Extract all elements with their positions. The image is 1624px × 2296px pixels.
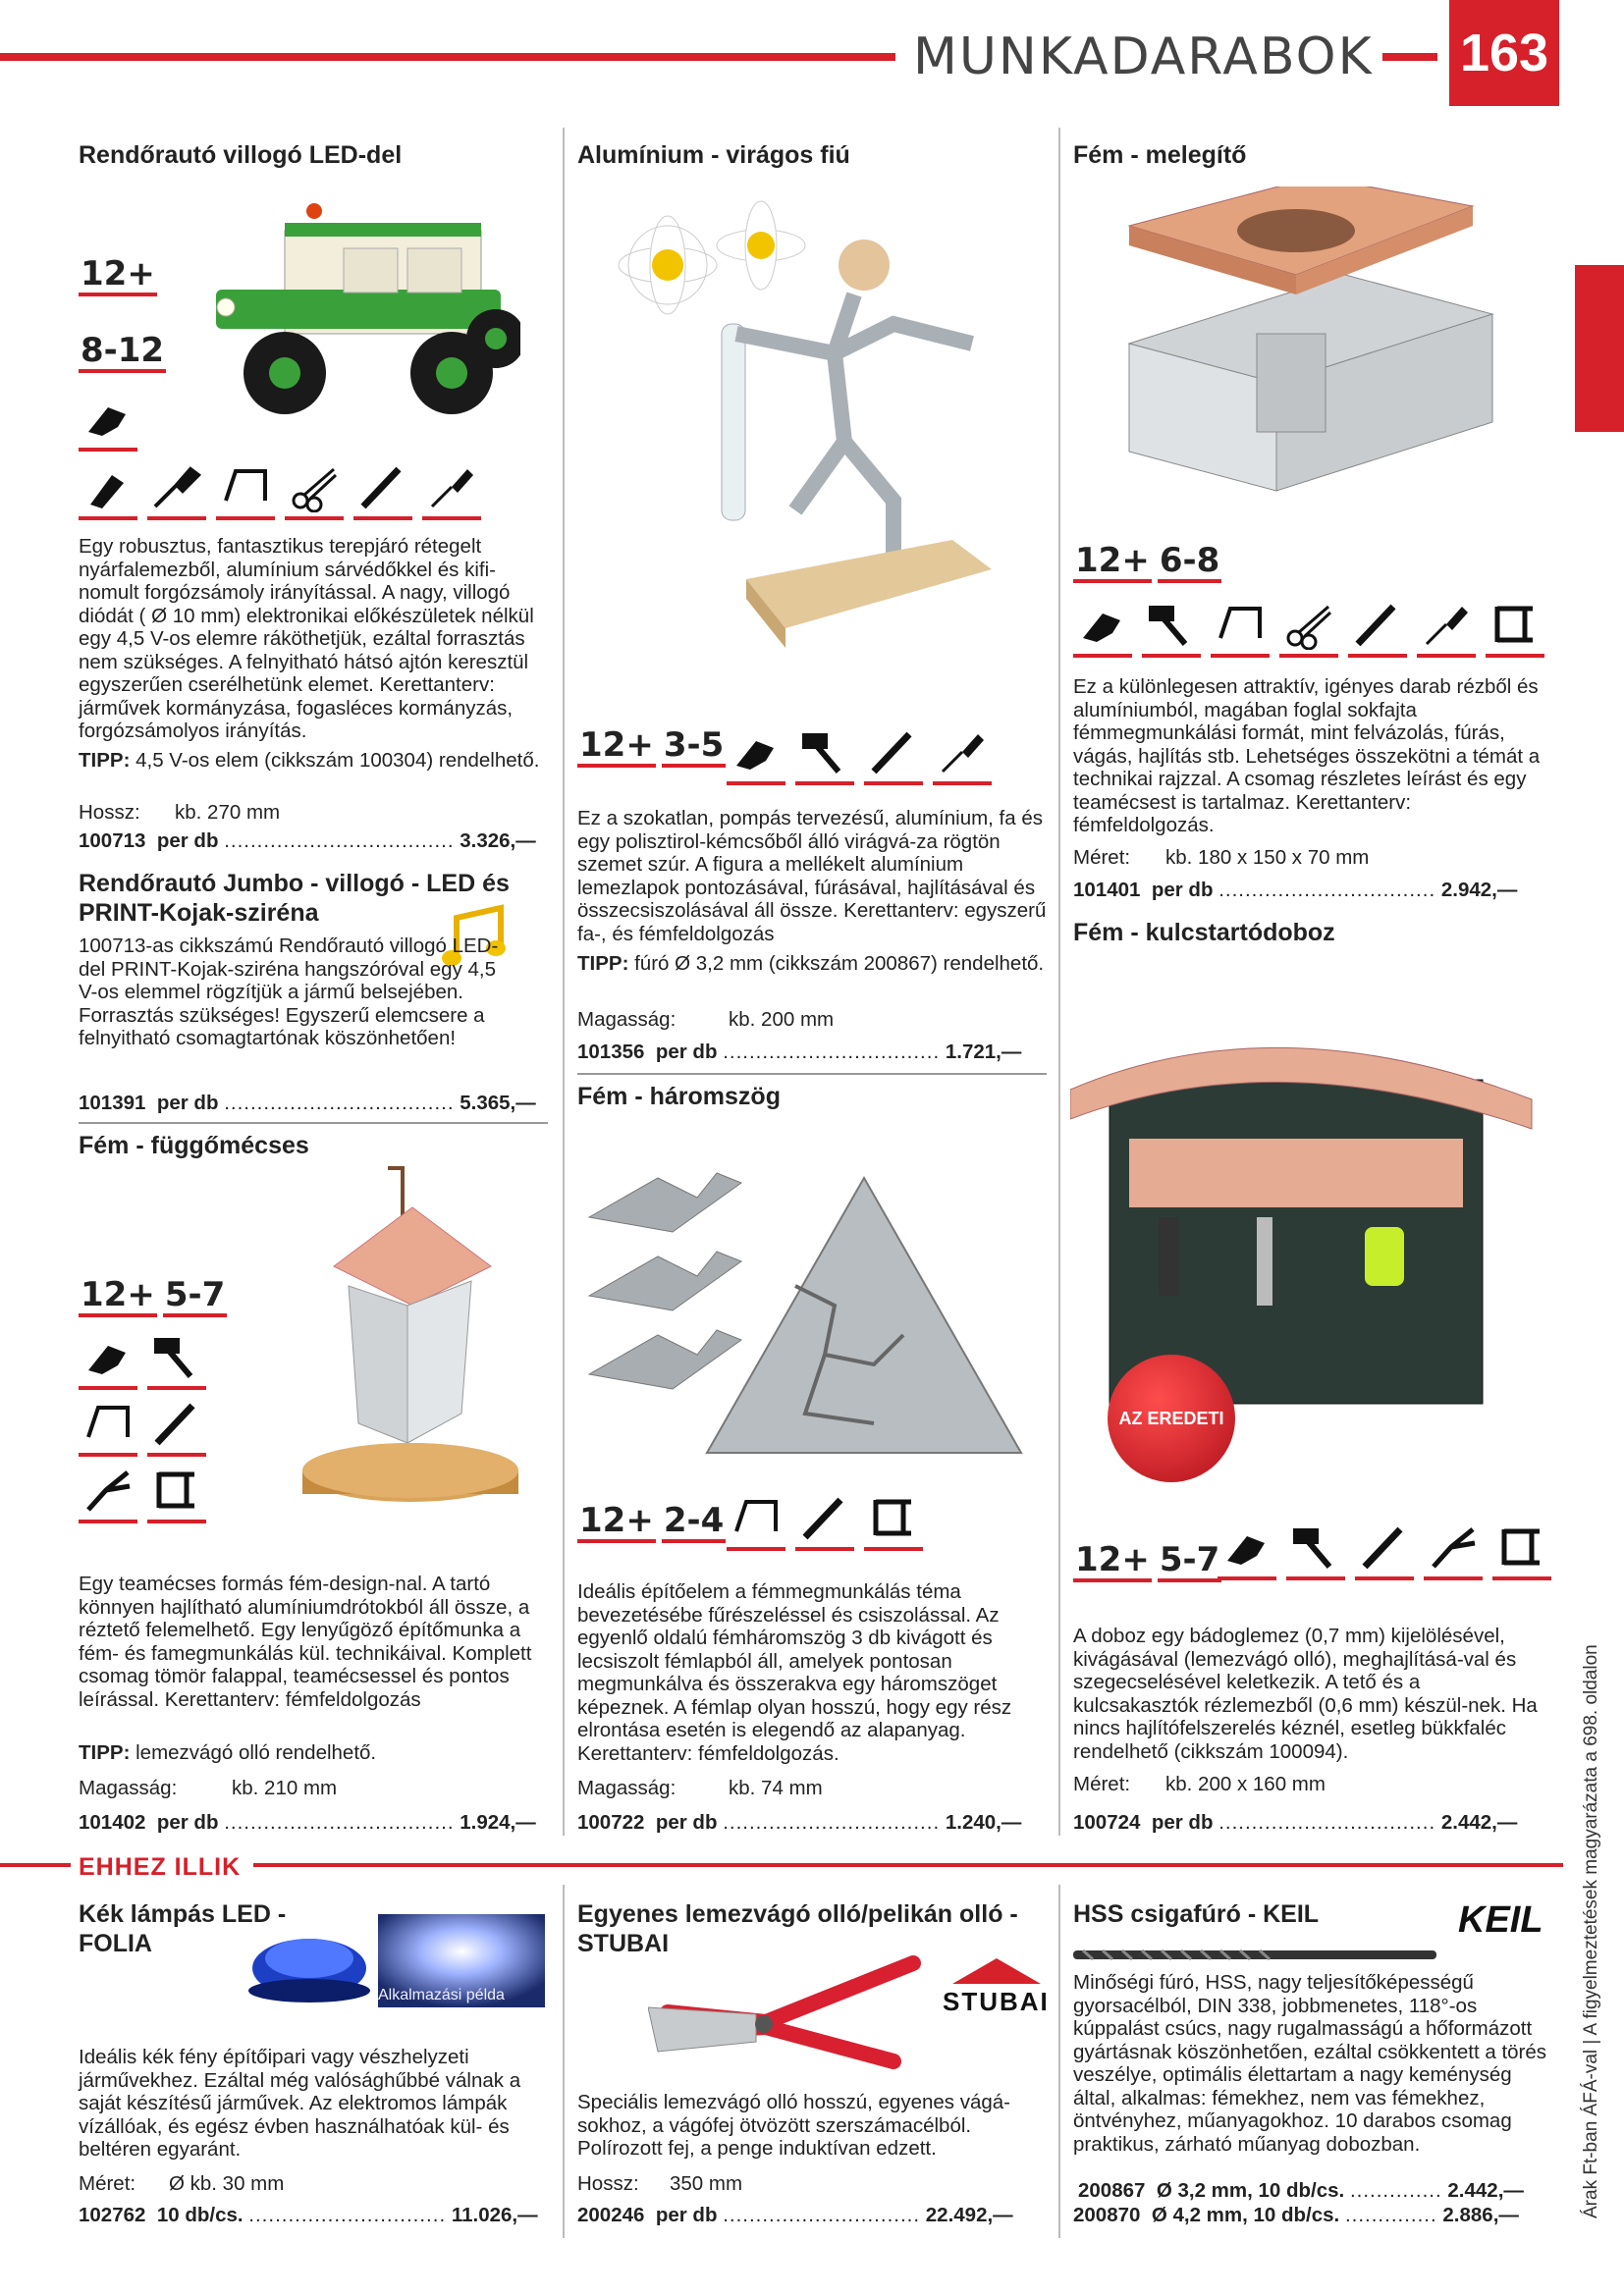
file-icon	[864, 726, 923, 785]
product-title: Egyenes lemezvágó olló/pelikán olló - STUBAI	[577, 1900, 1018, 1957]
item-price: 1.721,—	[945, 1041, 1022, 1063]
pliers-icon	[79, 1465, 137, 1523]
item-unit: per db	[655, 1811, 718, 1834]
product-title: HSS csigafúró - KEIL	[1073, 1900, 1320, 1928]
description-text: Ideális kék fény építőipari vagy vészhelyzeti járművekhez. Ezáltal még valósághűbbé válnak a saját készítésű járművek. Az elektromos lámpák vízállóak, és egész évben használhatóak kül- és beltéren egyaránt.	[79, 2046, 521, 2161]
tip-text: lemezvágó olló rendelhető.	[135, 1741, 377, 1764]
tip-label: TIPP:	[577, 952, 629, 975]
meta-value: kb. 210 mm	[232, 1777, 338, 1799]
drill-icon	[79, 393, 137, 452]
divider	[79, 1122, 548, 1124]
age-value: 12+	[577, 726, 656, 768]
meta-label: Hossz:	[79, 801, 140, 824]
description-text: 100713-as cikkszámú Rendőrautó villogó LED-del PRINT-Kojak-sziréna hangszóróval egy 4,5 V-os elemmel rögzítjük a jármű belsejében. Forrasztás szükséges! Egyszerű elemcsere a felnyitható csomagtartónak köszönhetően!	[79, 934, 499, 1049]
screwdriver-icon	[422, 461, 481, 520]
price-line: 200246 per db .............................. 22.492,—	[577, 2204, 1013, 2226]
item-price: 22.492,—	[925, 2204, 1013, 2226]
lantern-image	[295, 1158, 530, 1522]
file-icon	[795, 1492, 854, 1551]
duration-value: 8-12	[79, 332, 166, 373]
price-line: 100724 per db ................................. 2.442,—	[1073, 1811, 1518, 1834]
meta-label: Méret:	[79, 2172, 136, 2195]
duration-indicator	[79, 332, 166, 373]
column-separator	[1058, 1885, 1060, 2238]
warmer-image	[1100, 187, 1512, 501]
meta-label: Magasság:	[79, 1777, 178, 1799]
item-price: 11.026,—	[451, 2204, 538, 2226]
file-icon	[1348, 599, 1407, 658]
age-indicator	[577, 1502, 726, 1543]
product-description	[79, 1573, 545, 1711]
product-description	[79, 535, 545, 743]
description-text: Speciális lemezvágó olló hosszú, egyenes vágá-sokhoz, a vágófej ötvözött szerszámacélból. Polírozott fej, a penge induktívan edzett.	[577, 2091, 1011, 2160]
product-description	[1073, 1625, 1544, 1763]
flower-boy-image	[599, 187, 1011, 648]
duration-value: 5-7	[1158, 1541, 1221, 1582]
page-number: 163	[1449, 0, 1559, 106]
product-title: Fém - háromszög	[577, 1083, 781, 1110]
description-text: Ez a különlegesen attraktív, igényes darab rézből és alumíniumból, magában foglal sokfajta fémmegmunkálási formát, mint felvázolás, fúrás, vágás, hajlítás stb. Lehetséges összekötni a témát a technikai rajzzal. A csomag részletes leírást és egy teamécsest is tartalmaz. Kerettanterv: fémfeldolgozás.	[1073, 675, 1541, 836]
twist-drill-image	[1073, 1944, 1436, 1965]
description-text: Egy teamécses formás fém-design-nal. A tartó könnyen hajlítható alumíniumdrótokból áll össze, a réztető felemelhető. Egy lenyűgöző építőmunka a fém- és famegmunkálás kül. technikáival. Komplett csomag tömör falappal, teamécsessel és pontos leírással. Kerettanterv: fémfeldolgozás	[79, 1573, 532, 1711]
keil-logo: KEIL	[1458, 1899, 1543, 1941]
price-line: 200870 Ø 4,2 mm, 10 db/cs. .............. 2.886,—	[1073, 2204, 1519, 2226]
item-code: 200246	[577, 2204, 645, 2226]
item-code: 100724	[1073, 1811, 1141, 1834]
clamp-icon	[1492, 1522, 1551, 1580]
price-line: 100713 per db ................................... 3.326,—	[79, 829, 536, 852]
tool-icons	[79, 1331, 206, 1390]
tip-label: TIPP:	[79, 1741, 131, 1764]
item-spec: Ø 3,2 mm, 10 db/cs.	[1156, 2179, 1345, 2202]
badge-text: AZ EREDETI	[1118, 1408, 1224, 1428]
tool-icons	[79, 393, 137, 452]
item-unit: per db	[156, 829, 219, 852]
item-spec: Ø 4,2 mm, 10 db/cs.	[1151, 2204, 1340, 2226]
tool-icons	[79, 1465, 206, 1523]
product-title: Kék lámpás LED - FOLIA	[79, 1900, 287, 1957]
description-text: Ez a szokatlan, pompás tervezésű, alumínium, fa és egy polisztirol-kémcsőből álló virágvá-za rögtön szemet szúr. A figura a mellékelt alumínium lemezlapok pontozásával, fúrásával, hajlításával és összecsiszolásával áll össze. Kerettanterv: egyszerű fa-, és fémfeldolgozás	[577, 807, 1047, 945]
item-price: 2.886,—	[1442, 2204, 1519, 2226]
hammer-icon	[1142, 599, 1201, 658]
column-separator	[563, 1885, 565, 2238]
drill-icon	[727, 726, 785, 785]
image-caption: Alkalmazási példa	[378, 1987, 505, 2003]
tool-icons	[727, 726, 992, 785]
price-line: 100722 per db ................................. 1.240,—	[577, 1811, 1022, 1834]
meta-value: 350 mm	[670, 2172, 743, 2195]
product-title: Alumínium - virágos fiú	[577, 141, 850, 169]
item-price: 1.240,—	[945, 1811, 1022, 1834]
duration-value: 6-8	[1158, 542, 1221, 583]
clamp-icon	[864, 1492, 923, 1551]
fretsaw-icon	[79, 1398, 137, 1457]
item-unit: per db	[655, 2204, 718, 2226]
item-unit: per db	[156, 1811, 219, 1834]
triangle-puzzle-image	[579, 1158, 1031, 1463]
item-price: 2.942,—	[1440, 879, 1518, 901]
tip-text: 4,5 V-os elem (cikkszám 100304) rendelhető.	[135, 749, 540, 772]
description-text: Egy robusztus, fantasztikus terepjáró rétegelt nyárfalemezből, alumínium sárvédőkkel és kifi-nomult forgózsámoly irányítással. A nagy, villogó diódát ( Ø 10 mm) elektronikai előkészületek nélkül egy 4,5 V-os elemre ráköthetjük, ezáltal forrasztás nem szükséges. A felnyitható hátsó ajtón keresztül egyszerűen cserélhetünk elemet. Kerettanterv: járművek kormányzása, fogasléces kormányzás, forgózsámolyos irányítás.	[79, 535, 534, 742]
product-title: Fém - függőmécses	[79, 1132, 309, 1159]
divider	[577, 1073, 1047, 1075]
item-price: 3.326,—	[460, 829, 536, 852]
item-unit: 10 db/cs.	[156, 2204, 244, 2226]
product-title: Fém - melegítő	[1073, 141, 1247, 169]
item-code: 100713	[79, 829, 146, 852]
meta-value: kb. 200 x 160 mm	[1165, 1773, 1326, 1795]
product-title: Fém - kulcstartódoboz	[1073, 919, 1335, 946]
duration-value: 5-7	[163, 1276, 227, 1317]
drill-icon	[79, 1331, 137, 1390]
item-price: 1.924,—	[460, 1811, 536, 1834]
header-rule-left	[0, 53, 895, 61]
header-rule-right	[1382, 53, 1437, 61]
tip-label: TIPP:	[79, 749, 131, 772]
meta-label: Méret:	[1073, 846, 1131, 869]
duration-value: 3-5	[662, 726, 726, 768]
price-line: 101391 per db ................................... 5.365,—	[79, 1092, 536, 1114]
tool-icons	[79, 461, 481, 520]
tip	[577, 952, 1047, 976]
meta-label: Magasság:	[577, 1777, 677, 1799]
accessory-rule-right	[253, 1863, 1563, 1867]
item-code: 102762	[79, 2204, 146, 2226]
age-indicator	[1073, 1541, 1221, 1582]
section-title: MUNKADARABOK	[913, 27, 1374, 86]
item-code: 101402	[79, 1811, 146, 1834]
item-unit: per db	[1151, 1811, 1214, 1834]
fretsaw-icon	[1211, 599, 1270, 658]
product-description	[1073, 675, 1544, 837]
price-line: 200867 Ø 3,2 mm, 10 db/cs. .............. 2.442,—	[1078, 2179, 1524, 2202]
fretsaw-icon	[727, 1492, 785, 1551]
file-icon	[1355, 1522, 1414, 1580]
column-separator	[1058, 128, 1060, 1836]
tip	[79, 749, 545, 773]
tool-icons	[1218, 1522, 1551, 1580]
accessory-heading: EHHEZ ILLIK	[79, 1853, 242, 1881]
product-title: Rendőrautó villogó LED-del	[79, 141, 403, 169]
fretsaw-icon	[216, 461, 275, 520]
price-line: 101402 per db ................................... 1.924,—	[79, 1811, 536, 1834]
tool-icons	[727, 1492, 923, 1551]
drill-icon	[1218, 1522, 1276, 1580]
duration-value: 2-4	[662, 1502, 726, 1543]
price-line: 102762 10 db/cs. .............................. 11.026,—	[79, 2204, 538, 2226]
age-indicator	[79, 1276, 227, 1317]
meta-value: kb. 180 x 150 x 70 mm	[1165, 846, 1370, 869]
edge-tab	[1575, 265, 1624, 432]
file-icon	[147, 1398, 206, 1457]
item-price: 2.442,—	[1447, 2179, 1524, 2202]
stubai-logo-mark	[943, 1958, 1051, 1984]
description-text: Minőségi fúró, HSS, nagy teljesítőképességű gyorsacélból, DIN 338, jobbmenetes, 118°-os kúppalást csúcs, nagy rugalmasságú a hőformázott gyártásnak köszönhetően, ezáltal csökkentett a törés veszélye, optimális élettartam a nagy keménység által, alkalmas: fémekhez, nem vas fémekhez, öntvényhez, műanyagokhoz. 10 darabos csomag praktikus, zárható műanyag dobozban.	[1073, 1971, 1547, 2156]
product-description	[577, 807, 1047, 945]
age-value: 12+	[577, 1502, 656, 1543]
product-description	[1073, 1971, 1554, 2156]
description-text: A doboz egy bádoglemez (0,7 mm) kijelölésével, kivágásával (lemezvágó olló), meghajlításá-val és szegecselésével keletkezik. A tető és a kulcsakasztók rézlemezből (0,6 mm) készül-nek. Ha nincs hajlítófelszerelés kéznél, esetleg bükkfaléc rendelhető (cikkszám 100094).	[1073, 1625, 1538, 1763]
hammer-icon	[1286, 1522, 1345, 1580]
accessory-rule-left	[0, 1863, 71, 1867]
item-unit: per db	[655, 1041, 718, 1063]
meta-value: kb. 270 mm	[175, 801, 281, 824]
price-line: 101401 per db ................................. 2.942,—	[1073, 879, 1518, 901]
soldering-iron-icon	[147, 461, 206, 520]
item-price: 5.365,—	[460, 1092, 536, 1114]
item-code: 101356	[577, 1041, 645, 1063]
product-description	[577, 1580, 1047, 1765]
item-code: 200867	[1078, 2179, 1146, 2202]
price-line: 101356 per db ................................. 1.721,—	[577, 1041, 1022, 1063]
product-title: Rendőrautó Jumbo - villogó - LED és PRINT-Kojak-sziréna	[79, 870, 510, 927]
original-badge	[1108, 1355, 1235, 1482]
hammer-icon	[795, 726, 854, 785]
meta-value: kb. 74 mm	[729, 1777, 823, 1799]
tool-icons	[79, 1398, 206, 1457]
clamp-icon	[1486, 599, 1544, 658]
file-icon	[353, 461, 412, 520]
drill-icon	[1073, 599, 1132, 658]
scissors-icon	[1279, 599, 1338, 658]
age-value: 12+	[1073, 542, 1152, 583]
item-code: 100722	[577, 1811, 645, 1834]
item-code: 101391	[79, 1092, 146, 1114]
product-description	[79, 934, 511, 1050]
stubai-logo: STUBAI	[943, 1987, 1050, 2016]
scissors-icon	[285, 461, 344, 520]
column-separator	[563, 128, 565, 1836]
product-description	[577, 2091, 1047, 2161]
item-unit: per db	[156, 1092, 219, 1114]
item-code: 200870	[1073, 2204, 1141, 2226]
age-indicator	[79, 255, 157, 296]
screwdriver-icon	[933, 726, 992, 785]
scissors-image	[648, 1953, 923, 2086]
age-value: 12+	[79, 255, 157, 296]
item-code: 101401	[1073, 879, 1141, 901]
clamp-icon	[147, 1465, 206, 1523]
meta-value: kb. 200 mm	[729, 1008, 835, 1031]
tip	[79, 1741, 545, 1765]
screwdriver-icon	[1417, 599, 1476, 658]
item-unit: per db	[1151, 879, 1214, 901]
product-description	[79, 2046, 545, 2162]
side-note: Árak Ft-ban ÁFÁ-val | A figyelmeztetések magyarázata a 698. oldalon	[1581, 1644, 1601, 2218]
meta-value: Ø kb. 30 mm	[169, 2172, 285, 2195]
hammer-icon	[147, 1331, 206, 1390]
age-indicator	[1073, 542, 1221, 583]
police-car-image	[196, 191, 520, 437]
description-text: Ideális építőelem a fémmegmunkálás téma bevezetésébe fűrészeléssel és csiszolással. Az egyenlő oldalú fémháromszög 3 db kivágott és lecsiszolt fémlapból áll, amelyek pontosan megmunkálva és összerakva egy háromszöget képeznek. A fémlap olyan hosszú, hogy egy rész elrontása esetén is elegendő az alapanyag. Kerettanterv: fémfeldolgozás.	[577, 1580, 1012, 1765]
tool-icons	[1073, 599, 1544, 658]
meta-label: Méret:	[1073, 1773, 1131, 1795]
item-price: 2.442,—	[1440, 1811, 1518, 1834]
glue-icon	[79, 461, 137, 520]
meta-label: Hossz:	[577, 2172, 639, 2195]
pliers-icon	[1424, 1522, 1483, 1580]
age-value: 12+	[1073, 1541, 1152, 1582]
meta-label: Magasság:	[577, 1008, 677, 1031]
age-value: 12+	[79, 1276, 157, 1317]
age-indicator	[577, 726, 726, 768]
tip-text: fúró Ø 3,2 mm (cikkszám 200867) rendelhető.	[634, 952, 1045, 975]
